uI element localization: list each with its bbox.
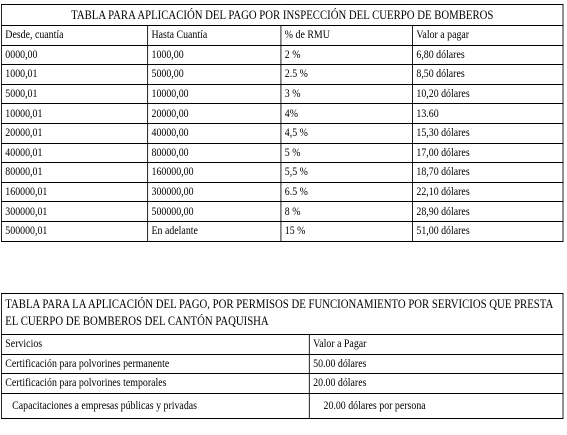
table-cell: 17,00 dólares: [413, 143, 564, 163]
table-cell: 15,30 dólares: [413, 123, 564, 143]
table-cell: 2.5 %: [281, 65, 413, 85]
table-row: [1, 221, 563, 241]
table-row: [1, 163, 563, 183]
table-cell: 40000,01: [1, 143, 147, 163]
table-row: [1, 354, 563, 374]
table-cell: 20.00 dólares por persona: [309, 393, 563, 418]
table-cell: 1000,01: [1, 65, 147, 85]
table-header-row: [1, 335, 563, 355]
table-cell: 18,70 dólares: [413, 163, 564, 183]
table-cell: 28,90 dólares: [413, 202, 564, 222]
table-cell: En adelante: [148, 221, 281, 241]
service-permit-fee-table: [1, 293, 563, 419]
table-cell: 500000,01: [1, 221, 147, 241]
column-header: Desde, cuantía: [1, 26, 147, 46]
table-cell: 10000,00: [148, 84, 281, 104]
table-cell: 80000,00: [148, 143, 281, 163]
table-row: [1, 143, 563, 163]
table-cell: 500000,00: [148, 202, 281, 222]
table-cell: 5000,00: [148, 65, 281, 85]
table-cell: 5 %: [281, 143, 413, 163]
table-cell: 10,20 dólares: [413, 84, 564, 104]
inspection-fee-table: [1, 4, 563, 242]
table-row: [1, 182, 563, 202]
table-row: [1, 123, 563, 143]
table-cell: 3 %: [281, 84, 413, 104]
table-cell: 6,80 dólares: [413, 45, 564, 65]
table-row: [1, 65, 563, 85]
table-title-row: [1, 294, 563, 335]
column-header: Servicios: [1, 335, 309, 355]
table-cell: 22,10 dólares: [413, 182, 564, 202]
table-cell: 40000,00: [148, 123, 281, 143]
table-row: [1, 374, 563, 394]
permit-table-title: TABLA PARA LA APLICACIÓN DEL PAGO, POR PERMISOS DE FUNCIONAMIENTO POR SERVICIOS QUE PRESTA EL CUERPO DE BOMBEROS DEL CANTÓN PAQUISHA: [1, 294, 563, 335]
table-row: [1, 84, 563, 104]
table-header-row: [1, 26, 563, 46]
column-header: Hasta Cuantía: [148, 26, 281, 46]
table-row: [1, 393, 563, 418]
table-cell: Certificación para polvorines permanente: [1, 354, 309, 374]
column-header: % de RMU: [281, 26, 413, 46]
table-row: [1, 45, 563, 65]
table-cell: 20.00 dólares: [309, 374, 563, 394]
table-cell: 0000,00: [1, 45, 147, 65]
table-cell: 5000,01: [1, 84, 147, 104]
table-cell: 4%: [281, 104, 413, 124]
table-row: [1, 104, 563, 124]
table-cell: 20000,00: [148, 104, 281, 124]
table-cell: 80000,01: [1, 163, 147, 183]
table-cell: 8 %: [281, 202, 413, 222]
table-cell: 5,5 %: [281, 163, 413, 183]
column-header: Valor a Pagar: [309, 335, 563, 355]
table-cell: Capacitaciones a empresas públicas y privadas: [1, 393, 309, 418]
table-cell: 1000,00: [148, 45, 281, 65]
table-row: [1, 202, 563, 222]
inspection-table-title: TABLA PARA APLICACIÓN DEL PAGO POR INSPECCIÓN DEL CUERPO DE BOMBEROS: [1, 5, 563, 26]
column-header: Valor a pagar: [413, 26, 564, 46]
table-title-row: [1, 5, 563, 26]
table-cell: 13.60: [413, 104, 564, 124]
table-cell: 20000,01: [1, 123, 147, 143]
table-cell: 6.5 %: [281, 182, 413, 202]
table-cell: 51,00 dólares: [413, 221, 564, 241]
table-cell: 160000,01: [1, 182, 147, 202]
table-cell: 160000,00: [148, 163, 281, 183]
table-cell: 300000,01: [1, 202, 147, 222]
table-cell: 300000,00: [148, 182, 281, 202]
table-cell: 50.00 dólares: [309, 354, 563, 374]
table-cell: 2 %: [281, 45, 413, 65]
table-cell: 15 %: [281, 221, 413, 241]
table-cell: Certificación para polvorines temporales: [1, 374, 309, 394]
table-cell: 8,50 dólares: [413, 65, 564, 85]
table-cell: 10000,01: [1, 104, 147, 124]
table-cell: 4,5 %: [281, 123, 413, 143]
